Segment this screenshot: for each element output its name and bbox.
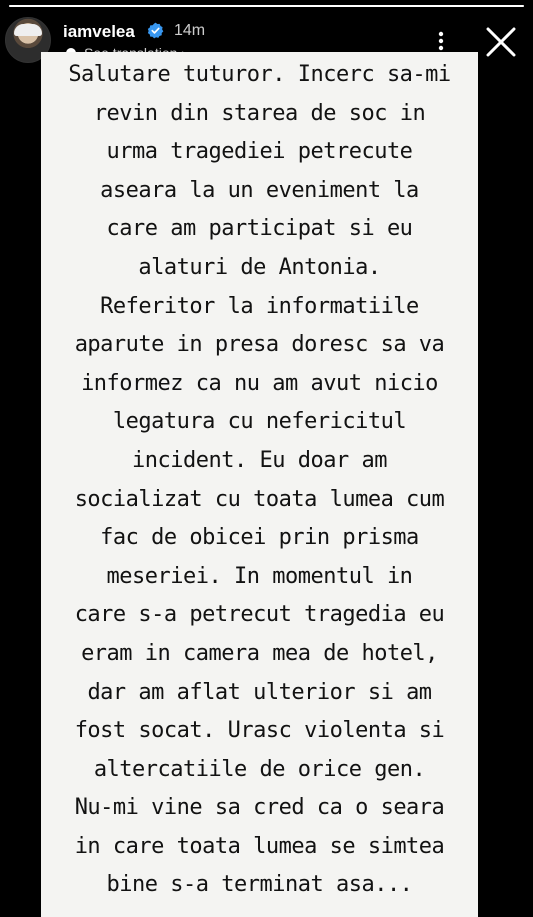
story-line: bine s-a terminat asa... [106,872,413,898]
story-line: Salutare tuturor. Incerc sa-mi [68,62,451,87]
story-line: altercatiile de orice gen. [93,756,426,782]
story-line: aparute in presa doresc sa va [74,332,445,358]
verified-badge-icon [147,22,164,39]
username-link[interactable]: iamvelea [63,22,135,41]
story-line: in care toata lumea se simtea [74,833,445,859]
story-line: aseara la un eveniment la [100,177,419,203]
story-line: eram in camera mea de hotel, [81,640,438,666]
story-line: alaturi de Antonia. [138,254,381,280]
post-time: 14m [174,22,206,39]
story-line: incident. Eu doar am [132,447,387,473]
story-line: fac de obicei prin prisma [100,525,419,551]
story-line: meseriei. In momentul in [106,563,413,589]
story-message [41,56,478,905]
close-icon[interactable] [484,25,518,59]
story-line: socializat cu toata lumea cum [74,486,445,512]
story-line: Referitor la informatiile [100,293,419,319]
story-line: Nu-mi vine sa cred ca o seara [74,795,445,821]
story-line: care s-a petrecut tragedia eu [74,602,445,628]
more-options-icon[interactable] [430,30,452,52]
story-line: dar am aflat ulterior si am [87,679,432,705]
story-line: care am participat si eu [106,216,413,242]
story-line: informez ca nu am avut nicio [81,370,438,396]
story-text-card [41,52,478,917]
story-line: urma tragediei petrecute [106,139,413,165]
story-line: legatura cu nefericitul [112,409,407,435]
story-line: fost socat. Urasc violenta si [74,718,445,744]
story-line: revin din starea de soc in [93,100,426,126]
